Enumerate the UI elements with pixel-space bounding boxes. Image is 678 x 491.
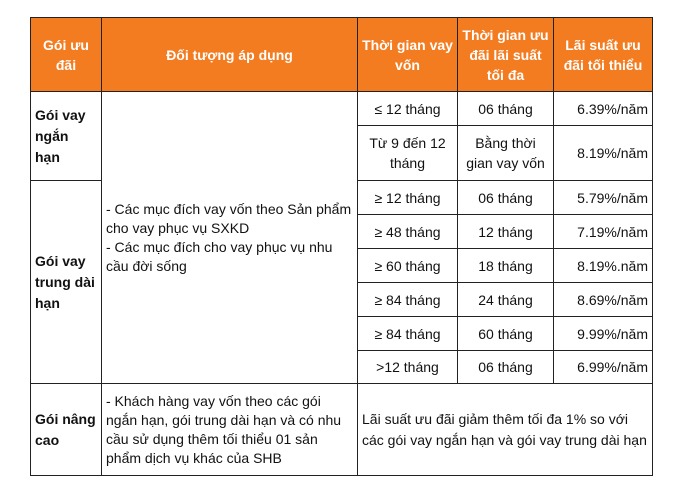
rate-cell: 8.69%/năm — [554, 283, 653, 317]
term-cell: ≥ 60 tháng — [358, 249, 458, 283]
term-cell: ≥ 84 tháng — [358, 283, 458, 317]
term-cell: ≥ 12 tháng — [358, 181, 458, 215]
period-cell: 60 tháng — [458, 317, 554, 351]
rate-cell: 8.19%.năm — [554, 249, 653, 283]
table-row — [31, 92, 653, 126]
header-target: Đối tượng áp dụng — [102, 18, 358, 92]
term-cell: >12 tháng — [358, 351, 458, 384]
package-premium: Gói nâng cao — [31, 384, 102, 476]
header-min-rate: Lãi suất ưu đãi tối thiểu — [554, 18, 653, 92]
header-row — [31, 18, 653, 92]
rate-cell: 9.99%/năm — [554, 317, 653, 351]
period-cell: 18 tháng — [458, 249, 554, 283]
rate-cell: 6.99%/năm — [554, 351, 653, 384]
rate-cell: 7.19%/năm — [554, 215, 653, 249]
term-cell: ≥ 48 tháng — [358, 215, 458, 249]
term-cell: ≤ 12 tháng — [358, 92, 458, 126]
table-row — [31, 384, 653, 476]
period-cell: 06 tháng — [458, 92, 554, 126]
period-cell: 06 tháng — [458, 181, 554, 215]
term-cell: Từ 9 đến 12 tháng — [358, 126, 458, 181]
target-premium: - Khách hàng vay vốn theo các gói ngắn hạn, gói trung dài hạn và có nhu cầu sử dụng thêm tối thiểu 01 sản phẩm dịch vụ khác của SHB — [102, 384, 358, 476]
header-preferential-period: Thời gian ưu đãi lãi suất tối đa — [458, 18, 554, 92]
period-cell: 06 tháng — [458, 351, 554, 384]
rate-cell: 8.19%/năm — [554, 126, 653, 181]
target-line-business: - Các mục đích vay vốn theo Sản phẩm cho vay phục vụ SXKD — [106, 200, 352, 236]
period-cell: 12 tháng — [458, 215, 554, 249]
rate-cell: 5.79%/năm — [554, 181, 653, 215]
rate-cell: 6.39%/năm — [554, 92, 653, 126]
target-description — [102, 92, 358, 384]
header-package: Gói ưu đãi — [31, 18, 102, 92]
premium-note: Lãi suất ưu đãi giảm thêm tối đa 1% so với các gói vay ngắn hạn và gói vay trung dài hạn — [358, 384, 653, 476]
interest-rate-table — [30, 17, 653, 476]
period-cell: Bằng thời gian vay vốn — [458, 126, 554, 181]
term-cell: ≥ 84 tháng — [358, 317, 458, 351]
package-medium-long-term: Gói vay trung dài hạn — [31, 181, 102, 384]
period-cell: 24 tháng — [458, 283, 554, 317]
header-term: Thời gian vay vốn — [358, 18, 458, 92]
package-short-term: Gói vay ngắn hạn — [31, 92, 102, 181]
target-line-living: - Các mục đích cho vay phục vụ nhu cầu đời sống — [106, 238, 333, 274]
